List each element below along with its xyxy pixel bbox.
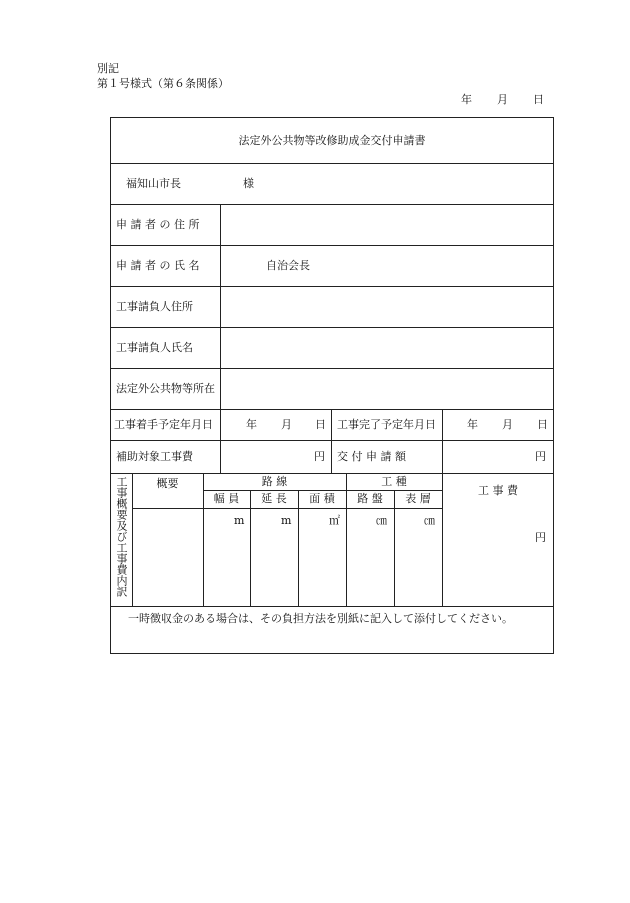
start-date-label: 工事着手予定年月日 (114, 418, 213, 431)
location-label: 法定外公共物等所在 (116, 382, 215, 395)
applicant-name-label: 申 請 者 の 氏 名 (116, 259, 200, 272)
divider (110, 368, 554, 369)
unit-length: m (281, 514, 292, 527)
applicant-address-label: 申 請 者 の 住 所 (116, 218, 200, 231)
surface-column: 表 層 (405, 492, 431, 505)
appendix-label: 別記 (97, 62, 119, 75)
column-divider (250, 490, 251, 606)
column-divider (132, 473, 133, 606)
end-day: 日 (537, 418, 548, 431)
start-month: 月 (281, 418, 292, 431)
date-day: 日 (533, 93, 544, 106)
breakdown-vertical-label: 工事概要及び工事費内訳 (115, 476, 128, 597)
divider (110, 409, 554, 410)
summary-label: 概要 (156, 477, 179, 490)
application-amount-unit: 円 (535, 450, 546, 463)
date-month: 月 (497, 93, 508, 106)
note-text: 一時徴収金のある場合は、その負担方法を別紙に記入して添付してください。 (128, 612, 513, 625)
divider (110, 204, 554, 205)
contractor-address-label: 工事請負人住所 (116, 300, 193, 313)
end-date-label: 工事完了予定年月日 (337, 418, 436, 431)
column-divider (394, 490, 395, 606)
addressee: 福知山市長 (126, 177, 181, 190)
construction-cost-label: 工 事 費 (478, 484, 518, 497)
form-number: 第１号様式（第６条関係） (97, 77, 229, 90)
unit-roadbed: ㎝ (376, 514, 387, 527)
start-day: 日 (315, 418, 326, 431)
work-type-label: 工 種 (381, 475, 407, 488)
roadbed-column: 路 盤 (357, 492, 383, 505)
length-column: 延 長 (261, 492, 287, 505)
divider (110, 163, 554, 164)
subsidy-cost-label: 補助対象工事費 (116, 450, 193, 463)
divider (132, 508, 442, 509)
unit-area: ㎡ (329, 514, 340, 527)
application-amount-label: 交 付 申 請 額 (337, 450, 406, 463)
subsidy-cost-unit: 円 (314, 450, 325, 463)
column-divider (298, 490, 299, 606)
applicant-name-value: 自治会長 (266, 259, 310, 272)
construction-cost-unit: 円 (535, 531, 546, 544)
contractor-name-label: 工事請負人氏名 (116, 341, 193, 354)
end-year: 年 (467, 418, 478, 431)
divider (110, 245, 554, 246)
area-column: 面 積 (309, 492, 335, 505)
column-divider (331, 409, 332, 473)
unit-width: m (234, 514, 245, 527)
divider (110, 473, 554, 474)
date-year: 年 (461, 93, 472, 106)
divider (110, 327, 554, 328)
end-month: 月 (502, 418, 513, 431)
honorific: 様 (243, 177, 254, 190)
route-label: 路 線 (261, 475, 288, 488)
column-divider (220, 204, 221, 473)
column-divider (442, 409, 443, 606)
unit-surface: ㎝ (424, 514, 435, 527)
start-year: 年 (246, 418, 257, 431)
form-title: 法定外公共物等改修助成金交付申請書 (238, 134, 426, 147)
divider (110, 440, 554, 441)
divider (110, 606, 554, 607)
width-column: 幅 員 (213, 492, 240, 505)
divider (110, 286, 554, 287)
divider (203, 490, 442, 491)
